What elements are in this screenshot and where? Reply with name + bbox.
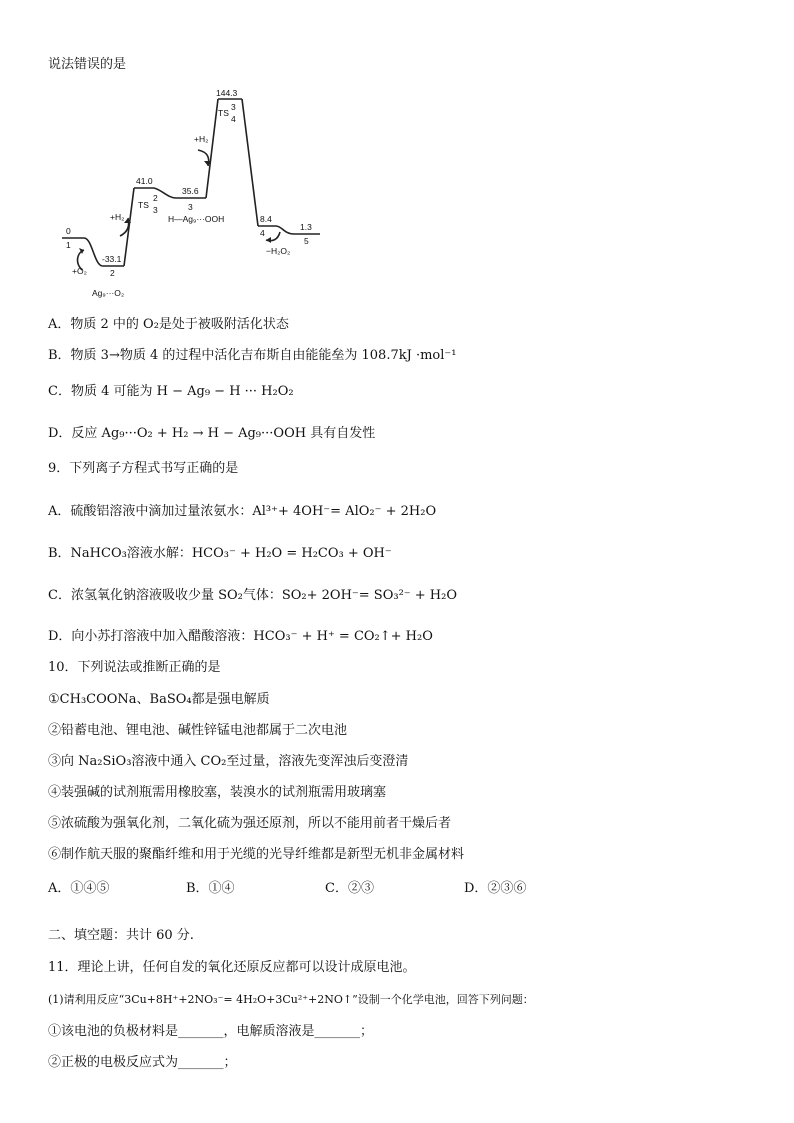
label-ts1-top: 2 xyxy=(153,193,158,203)
label-1-3: 1.3 xyxy=(300,222,312,232)
q10-statement-5: ⑤浓硫酸为强氧化剂，二氧化硫为强还原剂，所以不能用前者干燥后者 xyxy=(48,816,452,831)
q8-option-b: B．物质 3→物质 4 的过程中活化吉布斯自由能能垒为 108.7kJ ·mol⁻¹ xyxy=(48,348,457,363)
q9-option-c: C．浓氢氧化钠溶液吸收少量 SO₂气体：SO₂+ 2OH⁻= SO₃²⁻ + H₂O xyxy=(48,588,458,603)
label-add-h2-1: +H₂ xyxy=(110,212,125,222)
q9-option-a: A．硫酸铝溶液中滴加过量浓氨水：Al³⁺+ 4OH⁻= AlO₂⁻ + 2H₂O xyxy=(48,504,437,519)
label-species-2: Ag₉···O₂ xyxy=(92,288,125,298)
label-state-1: 1 xyxy=(66,240,71,250)
label-species-3: H—Ag₉···OOH xyxy=(168,214,225,224)
q8-option-d: D．反应 Ag₉···O₂ + H₂ → H − Ag₉···OOH 具有自发性 xyxy=(48,426,376,441)
label-state-3: 3 xyxy=(188,202,193,212)
path-4-5 xyxy=(276,226,294,234)
q10-option-c: C．②③ xyxy=(325,881,374,896)
path-1-2 xyxy=(84,238,102,266)
label-ts2: TS xyxy=(218,108,229,118)
q9-option-b: B．NaHCO₃溶液水解：HCO₃⁻ + H₂O = H₂CO₃ + OH⁻ xyxy=(48,546,392,561)
q9-stem: 9．下列离子方程式书写正确的是 xyxy=(48,461,239,476)
label-add-o2: +O₂ xyxy=(72,266,87,276)
path-ts2-4 xyxy=(242,99,258,226)
q10-statement-6: ⑥制作航天服的聚酯纤维和用于光缆的光导纤维都是新型无机非金属材料 xyxy=(48,847,465,862)
q10-statement-4: ④装强碱的试剂瓶需用橡胶塞，装溴水的试剂瓶需用玻璃塞 xyxy=(48,785,387,800)
label-35-6: 35.6 xyxy=(182,186,199,196)
section-2-title: 二、填空题：共计 60 分. xyxy=(48,928,194,943)
q10-stem: 10．下列说法或推断正确的是 xyxy=(48,660,221,675)
q10-option-d: D．②③⑥ xyxy=(464,881,527,896)
q11-part-1: (1)请利用反应“3Cu+8H⁺+2NO₃⁻= 4H₂O+3Cu²⁺+2NO↑”设制一个化学电池，回答下列问题： xyxy=(48,993,534,1006)
label-minus-33: -33.1 xyxy=(102,254,122,264)
q10-option-b: B．①④ xyxy=(186,881,235,896)
label-ts1: TS xyxy=(138,200,149,210)
q10-statement-2: ②铅蓄电池、锂电池、碱性锌锰电池都属于二次电池 xyxy=(48,723,348,738)
label-ts2-bottom: 4 xyxy=(231,114,236,124)
label-8-4: 8.4 xyxy=(260,214,272,224)
label-state-4: 4 xyxy=(260,228,265,238)
label-minus-h2o2: −H₂O₂ xyxy=(266,246,291,256)
label-ts2-top: 3 xyxy=(231,102,236,112)
q10-statement-3: ③向 Na₂SiO₃溶液中通入 CO₂至过量，溶液先变浑浊后变澄清 xyxy=(48,754,409,769)
q11-stem: 11．理论上讲，任何自发的氧化还原反应都可以设计成原电池。 xyxy=(48,960,416,975)
q8-option-c: C．物质 4 可能为 H − Ag₉ − H ··· H₂O₂ xyxy=(48,384,294,399)
q11-part-1b: ②正极的电极反应式为_______； xyxy=(48,1055,237,1070)
energy-diagram xyxy=(58,86,328,306)
label-41: 41.0 xyxy=(136,176,153,186)
path-3-ts2 xyxy=(206,99,218,198)
q11-part-1a: ①该电池的负极材料是_______，电解质溶液是_______； xyxy=(48,1024,374,1039)
intro-text: 说法错误的是 xyxy=(48,57,127,72)
label-ts1-bottom: 3 xyxy=(153,205,158,215)
label-zero: 0 xyxy=(66,226,71,236)
q10-option-a: A．①④⑤ xyxy=(48,881,110,896)
label-state-2: 2 xyxy=(110,268,115,278)
q9-option-d: D．向小苏打溶液中加入醋酸溶液：HCO₃⁻ + H⁺ = CO₂↑+ H₂O xyxy=(48,629,433,644)
label-144-3: 144.3 xyxy=(216,88,238,98)
label-state-5: 5 xyxy=(304,236,309,246)
label-add-h2-2: +H₂ xyxy=(194,134,209,144)
q8-option-a: A．物质 2 中的 O₂是处于被吸附活化状态 xyxy=(48,317,289,332)
q10-statement-1: ①CH₃COONa、BaSO₄都是强电解质 xyxy=(48,692,270,707)
